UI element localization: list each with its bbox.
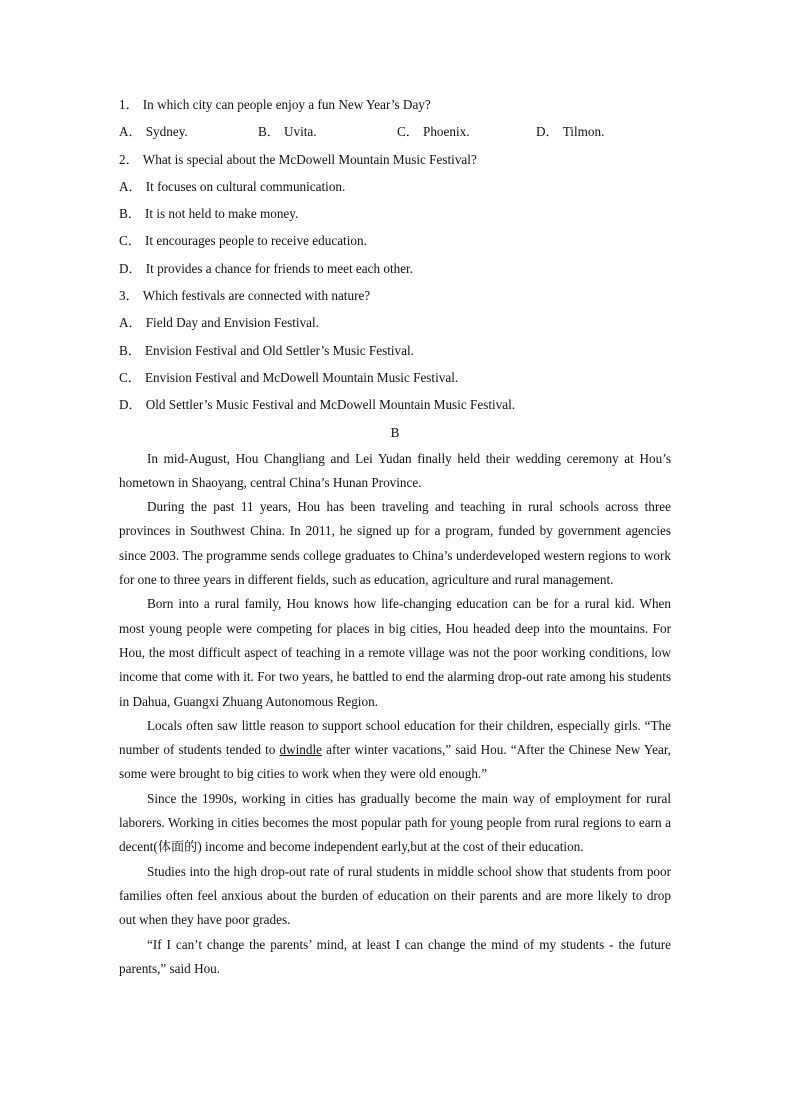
option-letter: D． bbox=[536, 124, 559, 140]
option-b bbox=[119, 341, 671, 368]
option-a bbox=[119, 122, 258, 149]
option-letter: D． bbox=[119, 397, 142, 413]
passage-paragraph-3: Born into a rural family, Hou knows how life-changing education can be for a rural kid. When most young people were competing for places in big cities, Hou headed deep into the mountains. For Hou, the most difficult aspect of teaching in a remote village was not the poor working conditions, low income that come with it. For two years, he battled to end the alarming drop-out rate among his students in Dahua, Guangxi Zhuang Autonomous Region. bbox=[119, 596, 671, 709]
option-letter: A． bbox=[119, 124, 142, 140]
option-c bbox=[119, 368, 671, 395]
option-letter: B． bbox=[119, 342, 141, 358]
option-text: Tilmon. bbox=[562, 124, 605, 140]
passage-paragraph-7: “If I can’t change the parents’ mind, at least I can change the mind of my students - the future parents,” said Hou. bbox=[119, 936, 671, 976]
passage-paragraph-2: During the past 11 years, Hou has been traveling and teaching in rural schools across three provinces in Southwest China. In 2011, he signed up for a program, funded by government agencies since 2003. The programme sends college graduates to China’s underdeveloped western regions to work for one to three years in different fields, such as education, agriculture and rural management. bbox=[119, 499, 671, 588]
option-letter: D． bbox=[119, 260, 142, 276]
option-a bbox=[119, 177, 671, 204]
option-letter: A． bbox=[119, 315, 142, 331]
question-number: 3． bbox=[119, 288, 139, 304]
option-b bbox=[119, 204, 671, 231]
option-d bbox=[119, 395, 671, 422]
option-c bbox=[397, 122, 536, 149]
option-letter: C． bbox=[397, 124, 419, 140]
option-letter: B． bbox=[258, 124, 280, 140]
question-text: What is special about the McDowell Mountain Music Festival? bbox=[142, 151, 477, 167]
option-text: Uvita. bbox=[283, 124, 317, 140]
option-c bbox=[119, 231, 671, 258]
option-d bbox=[119, 259, 671, 286]
option-text: Old Settler’s Music Festival and McDowell Mountain Music Festival. bbox=[145, 397, 516, 413]
option-text: It provides a chance for friends to meet each other. bbox=[145, 260, 414, 276]
option-text: Phoenix. bbox=[422, 124, 470, 140]
question-1 bbox=[119, 95, 671, 122]
question-1-options bbox=[119, 122, 671, 149]
question-text: In which city can people enjoy a fun New Year’s Day? bbox=[142, 97, 431, 112]
option-text: It focuses on cultural communication. bbox=[145, 178, 346, 194]
question-text: Which festivals are connected with nature? bbox=[142, 288, 371, 304]
question-number: 1． bbox=[119, 97, 139, 112]
passage-paragraph-1: In mid-August, Hou Changliang and Lei Yudan finally held their wedding ceremony at Hou’s hometown in Shaoyang, central China’s Hunan Province. bbox=[119, 450, 671, 490]
option-text: Envision Festival and McDowell Mountain Music Festival. bbox=[144, 369, 459, 385]
option-text: Field Day and Envision Festival. bbox=[145, 315, 319, 331]
option-letter: A． bbox=[119, 178, 142, 194]
passage-paragraph-5: Since the 1990s, working in cities has gradually become the main way of employment for rural laborers. Working in cities becomes the most popular path for young people from rural regions to earn a decent(体面的) income and become independent early,but at the cost of their education. bbox=[119, 790, 671, 855]
underlined-word: dwindle bbox=[279, 742, 322, 758]
question-2 bbox=[119, 150, 671, 177]
question-number: 2． bbox=[119, 151, 139, 167]
option-a bbox=[119, 313, 671, 340]
option-text: Sydney. bbox=[145, 124, 188, 140]
paragraph-text: Locals often saw little reason to support school education for their children, especially girls. “The number of students tended to bbox=[119, 717, 671, 758]
passage-paragraph-6: Studies into the high drop-out rate of rural students in middle school show that students from poor families often feel anxious about the burden of education on their parents and are more likely to drop out when they have poor grades. bbox=[119, 863, 671, 928]
option-text: Envision Festival and Old Settler’s Music Festival. bbox=[144, 342, 414, 358]
option-text: It encourages people to receive education. bbox=[144, 233, 367, 249]
paragraph-text: after winter vacations,” said Hou. “After the Chinese New Year, some were brought to big cities to work when they were old enough.” bbox=[119, 742, 671, 782]
option-letter: C． bbox=[119, 233, 141, 249]
option-text: It is not held to make money. bbox=[144, 206, 299, 222]
document-content bbox=[119, 95, 671, 981]
section-title: B bbox=[390, 424, 400, 440]
passage-paragraph-4 bbox=[119, 714, 671, 787]
option-d bbox=[536, 122, 604, 149]
option-b bbox=[258, 122, 397, 149]
question-3 bbox=[119, 286, 671, 313]
option-letter: C． bbox=[119, 369, 141, 385]
option-letter: B． bbox=[119, 206, 141, 222]
